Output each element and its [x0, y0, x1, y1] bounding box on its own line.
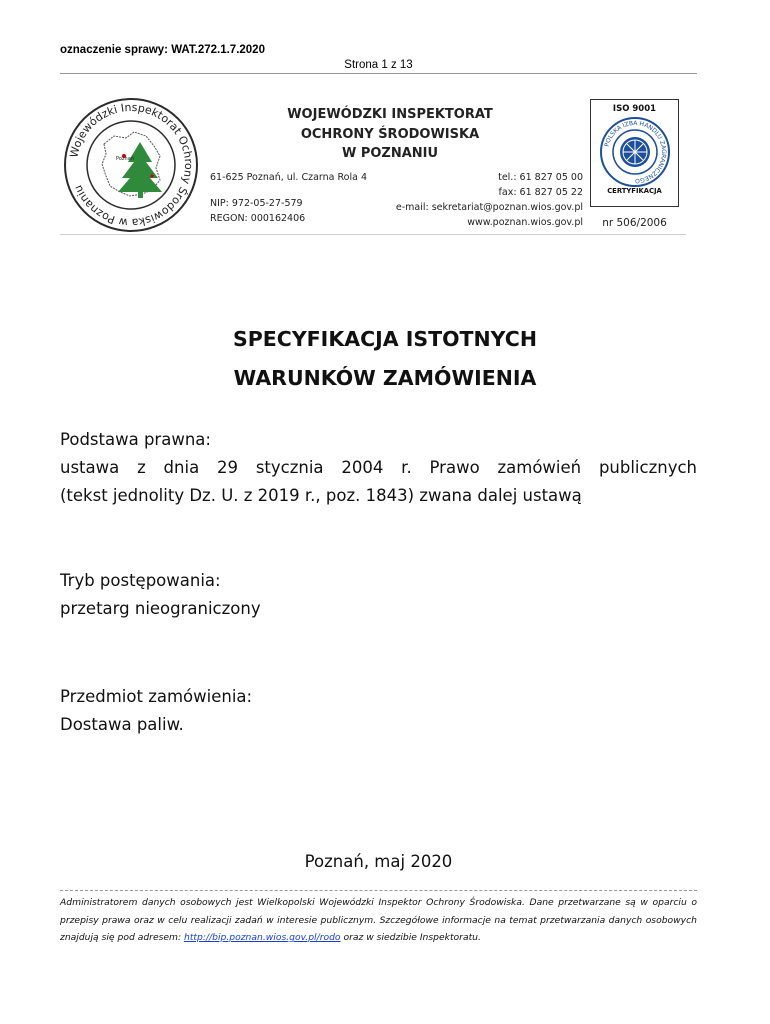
wios-logo	[62, 96, 200, 234]
rodo-link[interactable]: http://bip.poznan.wios.gov.pl/rodo	[184, 932, 341, 943]
org-contact	[380, 170, 583, 230]
title-line-1: SPECYFIKACJA ISTOTNYCH	[233, 327, 537, 351]
document-title	[0, 320, 770, 398]
footer-text-after-link: oraz w siedzibie Inspektoratu.	[340, 932, 481, 943]
footer-divider	[60, 890, 697, 891]
org-fax: fax: 61 827 05 22	[498, 187, 583, 198]
procedure-value: przetarg nieograniczony	[60, 599, 261, 618]
subject-value: Dostawa paliw.	[60, 715, 184, 734]
org-website: www.poznan.wios.gov.pl	[467, 217, 583, 228]
iso-certification-label: CERTYFIKACJA	[607, 187, 662, 195]
iso-ring-text: POLSKA IZBA HANDLU ZAGRANICZNEGO	[603, 119, 668, 185]
org-name-line-1: WOJEWÓDZKI INSPEKTORAT	[287, 107, 493, 122]
iso-seal	[599, 116, 671, 188]
letterhead-divider	[60, 234, 686, 235]
gdpr-footer-note	[60, 894, 697, 947]
logo-map-label: Poznań	[116, 156, 134, 162]
subject-label: Przedmiot zamówienia:	[60, 687, 253, 706]
header-divider	[60, 73, 697, 74]
org-nip: NIP: 972-05-27-579	[210, 198, 303, 209]
legal-basis-line-1: ustawa z dnia 29 stycznia 2004 r. Prawo zamówień publicznych	[60, 458, 697, 477]
org-regon: REGON: 000162406	[210, 213, 306, 224]
procedure-section	[60, 567, 697, 623]
legal-basis-label: Podstawa prawna:	[60, 430, 211, 449]
iso-certificate-number: nr 506/2006	[602, 217, 667, 229]
legal-basis-line-2: (tekst jednolity Dz. U. z 2019 r., poz. 1843) zwana dalej ustawą	[60, 486, 582, 505]
procedure-label: Tryb postępowania:	[60, 571, 221, 590]
org-address: 61-625 Poznań, ul. Czarna Rola 4	[210, 172, 368, 183]
case-reference: oznaczenie sprawy: WAT.272.1.7.2020	[60, 44, 265, 56]
footer-text-before-link: Administratorem danych osobowych jest Wielkopolski Wojewódzki Inspektor Ochrony Środowiska. Dane przetwarzane są w oparciu o przepisy prawa oraz w celu realizacji zadań w interesie publicznym. Szczegółowe informacje na temat przetwarzania danych osobowych znajdują się pod adresem:	[60, 897, 697, 943]
org-tel: tel.: 61 827 05 00	[498, 172, 583, 183]
org-name-line-2: OCHRONY ŚRODOWISKA	[300, 126, 480, 142]
org-email: e-mail: sekretariat@poznan.wios.gov.pl	[395, 202, 583, 213]
legal-basis-section	[60, 426, 697, 510]
title-line-2: WARUNKÓW ZAMÓWIENIA	[233, 366, 537, 390]
organization-name	[240, 105, 540, 164]
subject-section	[60, 683, 697, 739]
logo-ring-text: Wojewódzki Inspektorat Ochrony Środowiska w Poznaniu	[67, 100, 196, 230]
place-and-date: Poznań, maj 2020	[304, 852, 453, 871]
iso-title: ISO 9001	[612, 104, 657, 114]
org-ids	[210, 196, 305, 226]
org-name-line-3: W POZNANIU	[341, 146, 439, 161]
page-number: Strona 1 z 13	[344, 59, 413, 71]
